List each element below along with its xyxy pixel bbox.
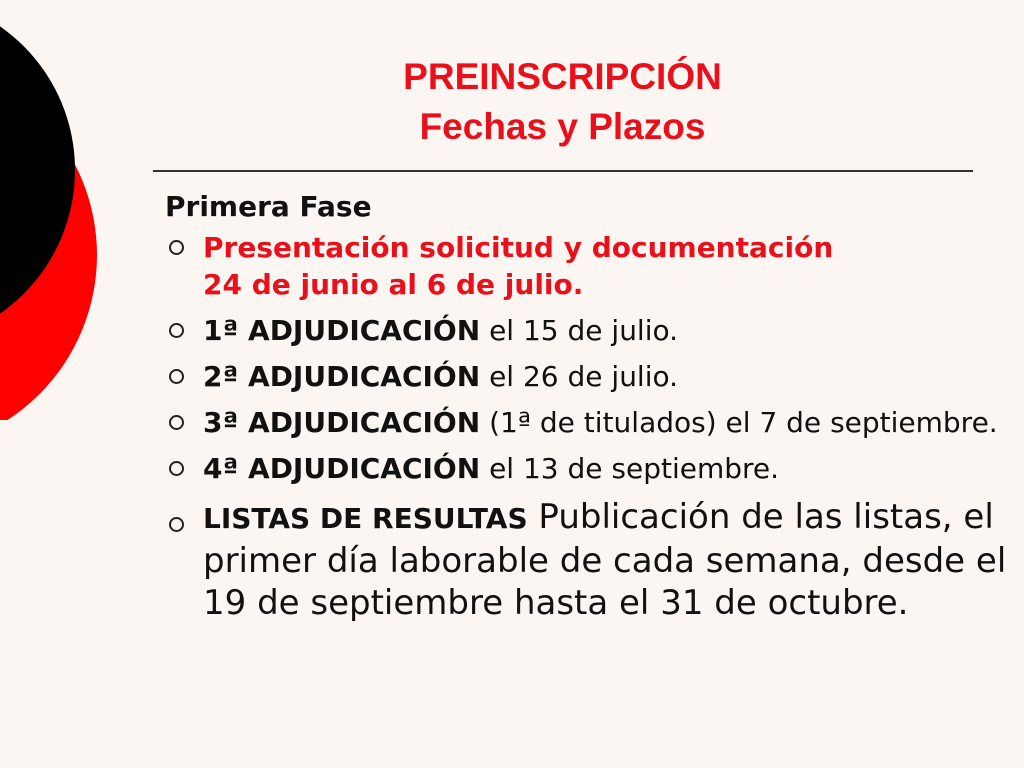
item-bold-text: LISTAS DE RESULTAS bbox=[203, 502, 528, 535]
item-text: el 15 de julio. bbox=[480, 314, 679, 347]
title-divider bbox=[153, 170, 973, 172]
title-line-1: PREINSCRIPCIÓN bbox=[403, 56, 722, 97]
slide-content bbox=[165, 188, 1010, 633]
section-heading: Primera Fase bbox=[165, 190, 372, 223]
item-text-line2: 24 de junio al 6 de julio. bbox=[203, 268, 584, 301]
item-text-line1: Presentación solicitud y documentación bbox=[203, 231, 834, 264]
circle-bullet-icon bbox=[169, 517, 184, 532]
circle-bullet-icon bbox=[169, 415, 184, 430]
item-text: el 26 de julio. bbox=[480, 360, 679, 393]
item-bold-text: 2ª ADJUDICACIÓN bbox=[203, 360, 481, 393]
circle-bullet-icon bbox=[169, 369, 184, 384]
item-bold-text: 4ª ADJUDICACIÓN bbox=[203, 452, 481, 485]
list-item bbox=[165, 404, 1010, 441]
item-text: Publicación de las listas, el primer día laborable de cada semana, desde el 19 de septiembre hasta el 31 de octubre. bbox=[203, 497, 1007, 623]
item-bold-text: 3ª ADJUDICACIÓN bbox=[203, 406, 481, 439]
decorative-circles bbox=[0, 0, 120, 420]
item-text: el 13 de septiembre. bbox=[480, 452, 780, 485]
bullet-list bbox=[165, 229, 1010, 624]
list-item bbox=[165, 358, 1010, 395]
slide-title bbox=[150, 52, 975, 152]
list-item bbox=[165, 496, 1010, 624]
list-item bbox=[165, 312, 1010, 349]
circle-bullet-icon bbox=[169, 323, 184, 338]
circle-bullet-icon bbox=[169, 240, 184, 255]
item-text: (1ª de titulados) el 7 de septiembre. bbox=[480, 406, 998, 439]
circle-bullet-icon bbox=[169, 461, 184, 476]
list-item bbox=[165, 450, 1010, 487]
title-line-2: Fechas y Plazos bbox=[419, 106, 706, 147]
item-bold-text: 1ª ADJUDICACIÓN bbox=[203, 314, 481, 347]
list-item bbox=[165, 229, 1010, 303]
